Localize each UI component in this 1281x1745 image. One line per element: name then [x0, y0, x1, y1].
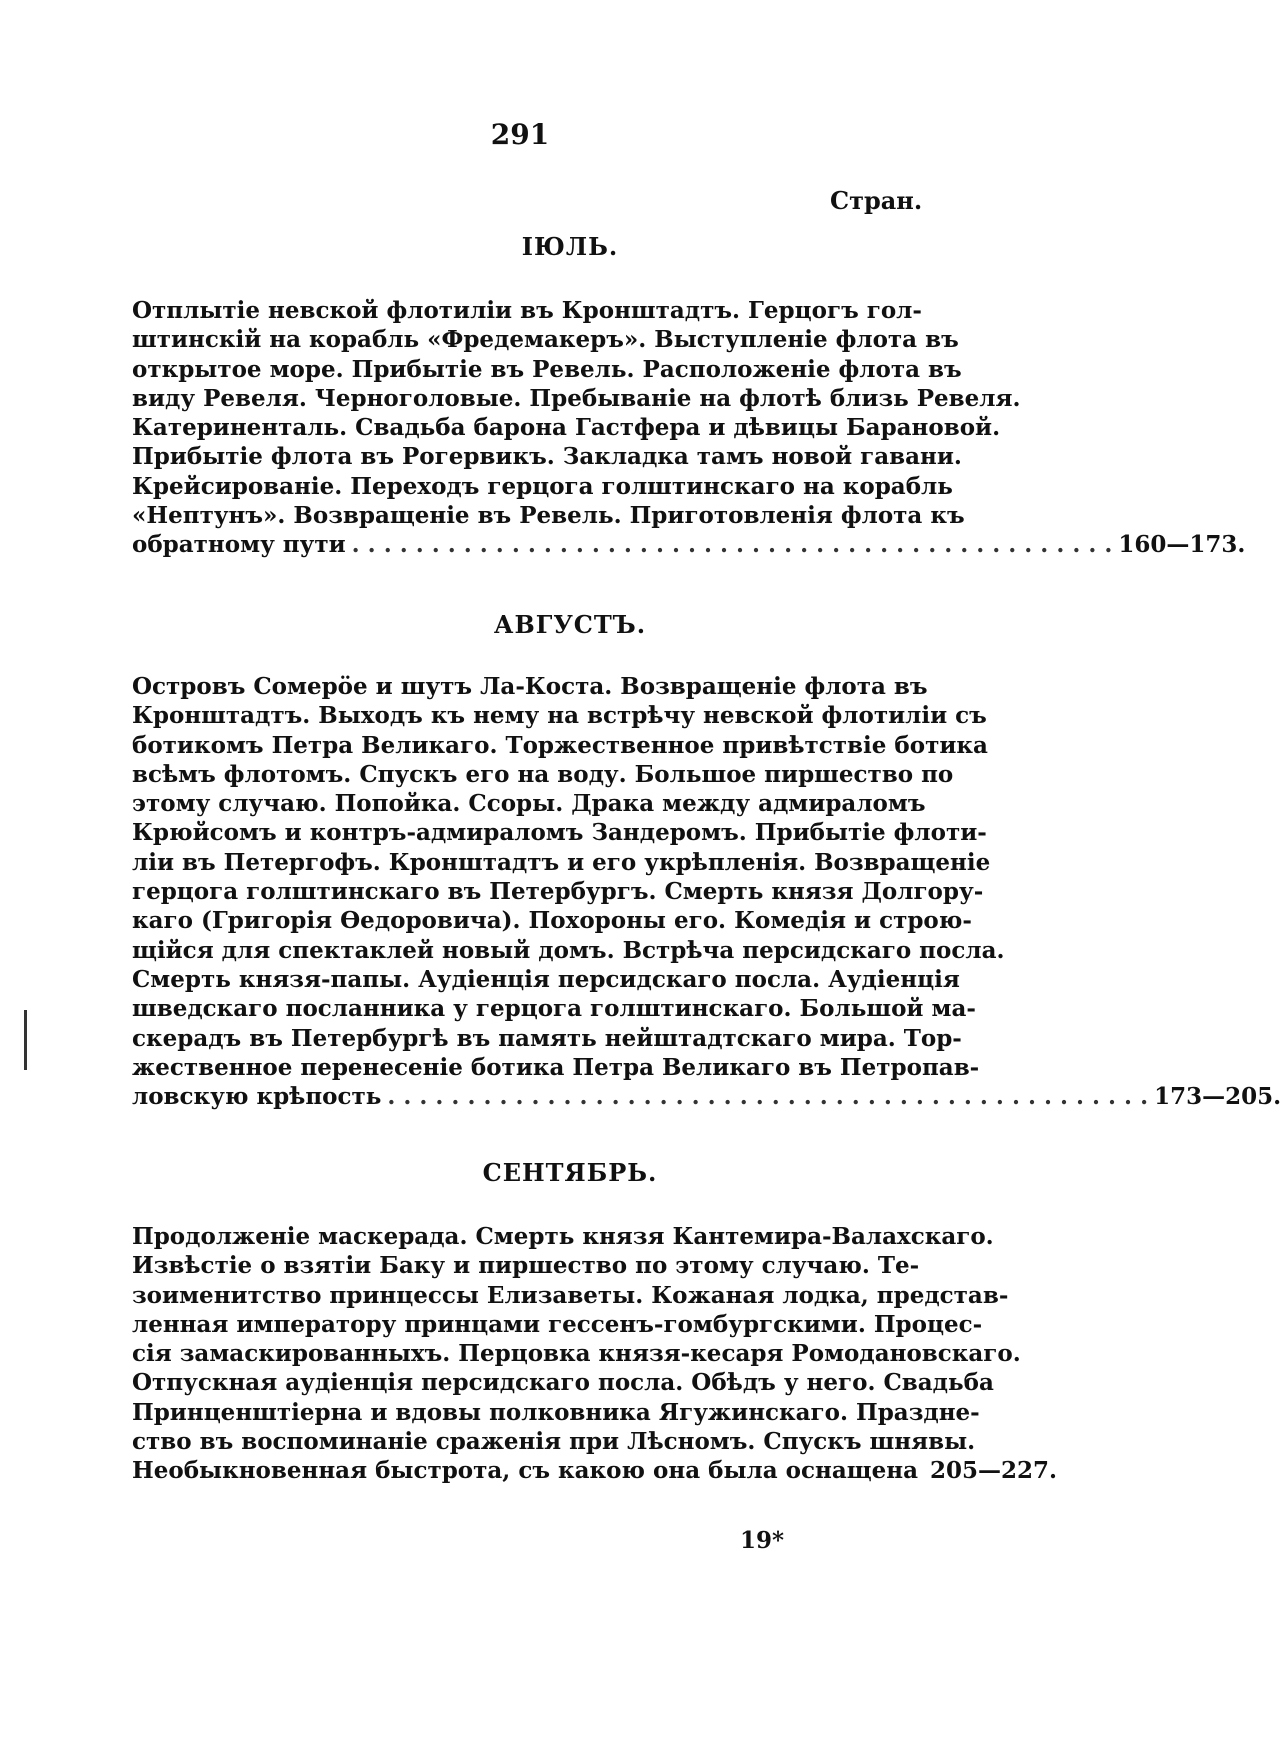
- dot-leader: [387, 1082, 1148, 1111]
- entry-line: Отплытіе невской флотиліи въ Кронштадтъ. Герцогъ гол-: [132, 297, 922, 324]
- entry-line: Крюйсомъ и контръ-адмираломъ Зандеромъ. Прибытіе флоти-: [132, 819, 987, 847]
- entry-line: Крейсированіе. Переходъ герцога голштинскаго на корабль: [132, 472, 953, 500]
- entry-line: этому случаю. Попойка. Ссоры. Драка между адмираломъ: [132, 790, 926, 818]
- page-range: 205—227.: [929, 1457, 1058, 1485]
- entry-line: герцога голштинскаго въ Петербургъ. Смерть князя Долгору-: [132, 878, 984, 906]
- entry-line: ловскую крѣпость: [132, 1083, 382, 1111]
- entry-line: щійся для спектаклей новый домъ. Встрѣча персидскаго посла.: [132, 936, 1005, 964]
- entry-line: Катериненталь. Свадьба барона Гастфера и дѣвицы Барановой.: [132, 414, 1001, 442]
- entry-line: Отпускная аудіенція персидскаго посла. Обѣдъ у него. Свадьба: [132, 1369, 994, 1397]
- entry-line: зоименитство принцессы Елизаветы. Кожаная лодка, представ-: [132, 1281, 1009, 1309]
- margin-mark: [24, 1010, 27, 1070]
- entry-line: Прибытіе флота въ Рогервикъ. Закладка тамъ новой гавани.: [132, 443, 962, 471]
- section-entry-august: [132, 672, 1281, 1111]
- entry-line: Кронштадтъ. Выходъ къ нему на встрѣчу невской флотиліи съ: [132, 702, 987, 730]
- entry-line: каго (Григорія Ѳедоровича). Похороны его. Комедія и строю-: [132, 907, 972, 935]
- section-title-august: АВГУСТЪ.: [493, 610, 647, 639]
- entry-line: штинскій на корабль «Фредемакеръ». Выступленіе флота въ: [132, 326, 959, 354]
- entry-last-line: [132, 530, 1246, 559]
- entry-line: сія замаскированныхъ. Перцовка князя-кесаря Ромодановскаго.: [132, 1340, 1021, 1368]
- section-entry-july: [132, 296, 1246, 560]
- entry-line: виду Ревеля. Черноголовые. Пребываніе на флотѣ близь Ревеля.: [132, 384, 1021, 412]
- section-title-july: ІЮЛЬ.: [521, 232, 619, 261]
- page-number: 291: [490, 118, 550, 151]
- page-range: 160—173.: [1118, 531, 1246, 559]
- entry-line: Островъ Сомерöе и шутъ Ла-Коста. Возвращеніе флота въ: [132, 673, 928, 700]
- entry-line: Продолженіе маскерада. Смерть князя Кантемира-Валахскаго.: [132, 1223, 994, 1250]
- entry-line: ботикомъ Петра Великаго. Торжественное привѣтствіе ботика: [132, 731, 988, 759]
- entry-line: Необыкновенная быстрота, съ какою она была оснащена: [132, 1457, 918, 1485]
- entry-line: Смерть князя-папы. Аудіенція персидскаго посла. Аудіенція: [132, 965, 960, 993]
- entry-line: скерадъ въ Петербургѣ въ память нейштадтскаго мира. Тор-: [132, 1024, 962, 1052]
- entry-line: Извѣстіе о взятіи Баку и пиршество по этому случаю. Те-: [132, 1252, 920, 1280]
- pages-column-label: Стран.: [830, 186, 923, 215]
- entry-line: всѣмъ флотомъ. Спускъ его на воду. Большое пиршество по: [132, 760, 954, 788]
- section-entry-september: [132, 1222, 1058, 1486]
- entry-last-line: [132, 1082, 1281, 1111]
- entry-line: «Нептунъ». Возвращеніе въ Ревель. Приготовленія флота къ: [132, 502, 965, 530]
- entry-line: обратному пути: [132, 531, 346, 559]
- entry-line: ленная императору принцами гессенъ-гомбургскими. Процес-: [132, 1310, 983, 1338]
- entry-line: ліи въ Петергофъ. Кронштадтъ и его укрѣпленія. Возвращеніе: [132, 848, 991, 876]
- entry-line: Принценштіерна и вдовы полковника Ягужинскаго. Праздне-: [132, 1398, 980, 1426]
- entry-line: жественное перенесеніе ботика Петра Великаго въ Петропав-: [132, 1053, 980, 1081]
- section-title-september: СЕНТЯБРЬ.: [482, 1158, 658, 1187]
- entry-line: открытое море. Прибытіе въ Ревель. Расположеніе флота въ: [132, 355, 962, 383]
- entry-line: ство въ воспоминаніе сраженія при Лѣсномъ. Спускъ шнявы.: [132, 1428, 976, 1456]
- page-range: 173—205.: [1154, 1083, 1281, 1111]
- signature-mark: 19*: [740, 1527, 785, 1554]
- entry-last-line: [132, 1456, 1058, 1485]
- entry-line: шведскаго посланника у герцога голштинскаго. Большой ма-: [132, 995, 976, 1023]
- dot-leader: [352, 530, 1113, 559]
